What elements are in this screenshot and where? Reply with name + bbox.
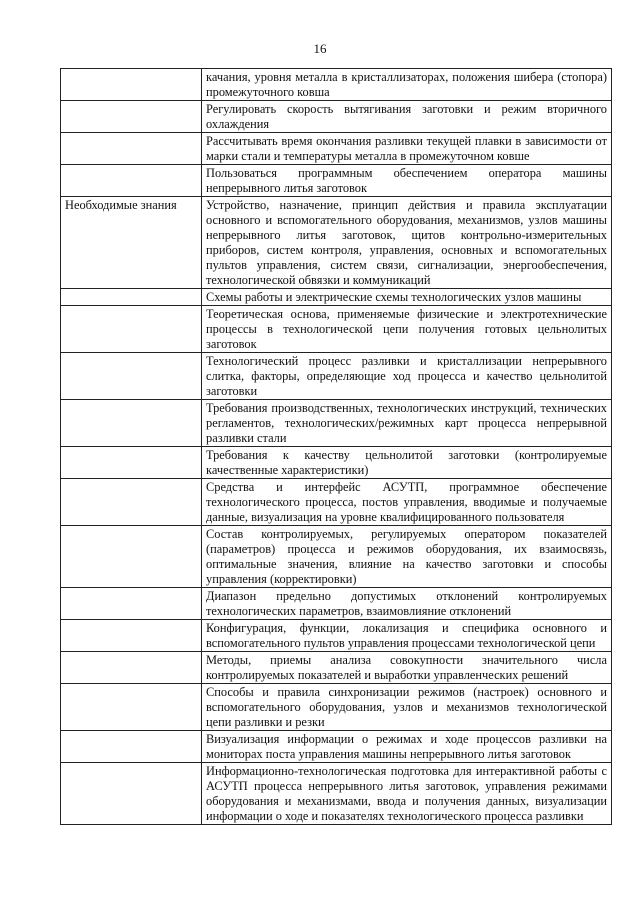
table-row: [61, 479, 612, 526]
row-label: [61, 652, 202, 684]
row-text: Регулировать скорость вытягивания заготовки и режим вторичного охлаждения: [202, 101, 612, 133]
row-text: Конфигурация, функции, локализация и специфика основного и вспомогательного пультов управления процессами технологической цепи: [202, 620, 612, 652]
row-text: Средства и интерфейс АСУТП, программное обеспечение технологического процесса, постов управления, вводимые и получаемые данные, визуализация на уровне квалифицированного пользователя: [202, 479, 612, 526]
row-label-required-knowledge: Необходимые знания: [61, 197, 202, 289]
row-text: Способы и правила синхронизации режимов (настроек) основного и вспомогательного оборудования, узлов и механизмов технологической цепи разливки и резки: [202, 684, 612, 731]
row-text: Методы, приемы анализа совокупности значительного числа контролируемых показателей и выработки управленческих решений: [202, 652, 612, 684]
table-row: [61, 526, 612, 588]
row-text: качания, уровня металла в кристаллизаторах, положения шибера (стопора) промежуточного ковша: [202, 69, 612, 101]
table-row: [61, 353, 612, 400]
competency-table: [60, 68, 612, 825]
row-text: Состав контролируемых, регулируемых оператором показателей (параметров) процесса и режимов оборудования, их взаимосвязь, оптимальные значения, влияние на качество заготовки и способы управления (корректировки): [202, 526, 612, 588]
table-row: [61, 197, 612, 289]
row-label: [61, 588, 202, 620]
row-label: [61, 479, 202, 526]
row-text: Технологический процесс разливки и кристаллизации непрерывного слитка, факторы, определяющие ход процесса и качество цельнолитой заготовки: [202, 353, 612, 400]
row-label: [61, 731, 202, 763]
row-label: [61, 526, 202, 588]
row-text: Теоретическая основа, применяемые физические и электротехнические процессы в технологической цепи получения готовых цельнолитых заготовок: [202, 306, 612, 353]
table-row: [61, 165, 612, 197]
row-label: [61, 620, 202, 652]
page-number: 16: [313, 41, 327, 56]
table-row: [61, 588, 612, 620]
table-row: [61, 763, 612, 825]
table-row: [61, 620, 612, 652]
row-text: Требования к качеству цельнолитой заготовки (контролируемые качественные характеристики): [202, 447, 612, 479]
row-text: Визуализация информации о режимах и ходе процессов разливки на мониторах поста управления машины непрерывного литья заготовок: [202, 731, 612, 763]
table-row: [61, 400, 612, 447]
row-text: Информационно-технологическая подготовка для интерактивной работы с АСУТП процесса непрерывного литья заготовок, управления режимами оборудования и механизмами, ввода и получения данных, визуализации информации о ходе и показателях технологического процесса разливки: [202, 763, 612, 825]
row-label: [61, 289, 202, 306]
row-label: [61, 306, 202, 353]
row-label: [61, 684, 202, 731]
table-row: [61, 133, 612, 165]
row-label: [61, 763, 202, 825]
table-row: [61, 289, 612, 306]
table-row: [61, 684, 612, 731]
row-text: Устройство, назначение, принцип действия и правила эксплуатации основного и вспомогательного оборудования, механизмов, узлов машины непрерывного литья заготовок, щитов контрольно-измерительных приборов, систем контроля, управления, основных и вспомогательных пультов управления, систем связи, сигнализации, энергообеспечения, технологической обвязки и коммуникаций: [202, 197, 612, 289]
table-row: [61, 652, 612, 684]
row-text: Требования производственных, технологических инструкций, технических регламентов, технологических/режимных карт процесса непрерывной разливки стали: [202, 400, 612, 447]
table-row: [61, 447, 612, 479]
row-label: [61, 400, 202, 447]
table-row: [61, 101, 612, 133]
table-row: [61, 69, 612, 101]
row-label: [61, 101, 202, 133]
table-row: [61, 306, 612, 353]
row-text: Схемы работы и электрические схемы технологических узлов машины: [202, 289, 612, 306]
row-text: Рассчитывать время окончания разливки текущей плавки в зависимости от марки стали и температуры металла в промежуточном ковше: [202, 133, 612, 165]
row-label: [61, 447, 202, 479]
row-label: [61, 69, 202, 101]
table-row: [61, 731, 612, 763]
row-label: [61, 133, 202, 165]
row-label: [61, 165, 202, 197]
row-label: [61, 353, 202, 400]
row-text: Диапазон предельно допустимых отклонений контролируемых технологических параметров, взаимовлияние отклонений: [202, 588, 612, 620]
row-text: Пользоваться программным обеспечением оператора машины непрерывного литья заготовок: [202, 165, 612, 197]
